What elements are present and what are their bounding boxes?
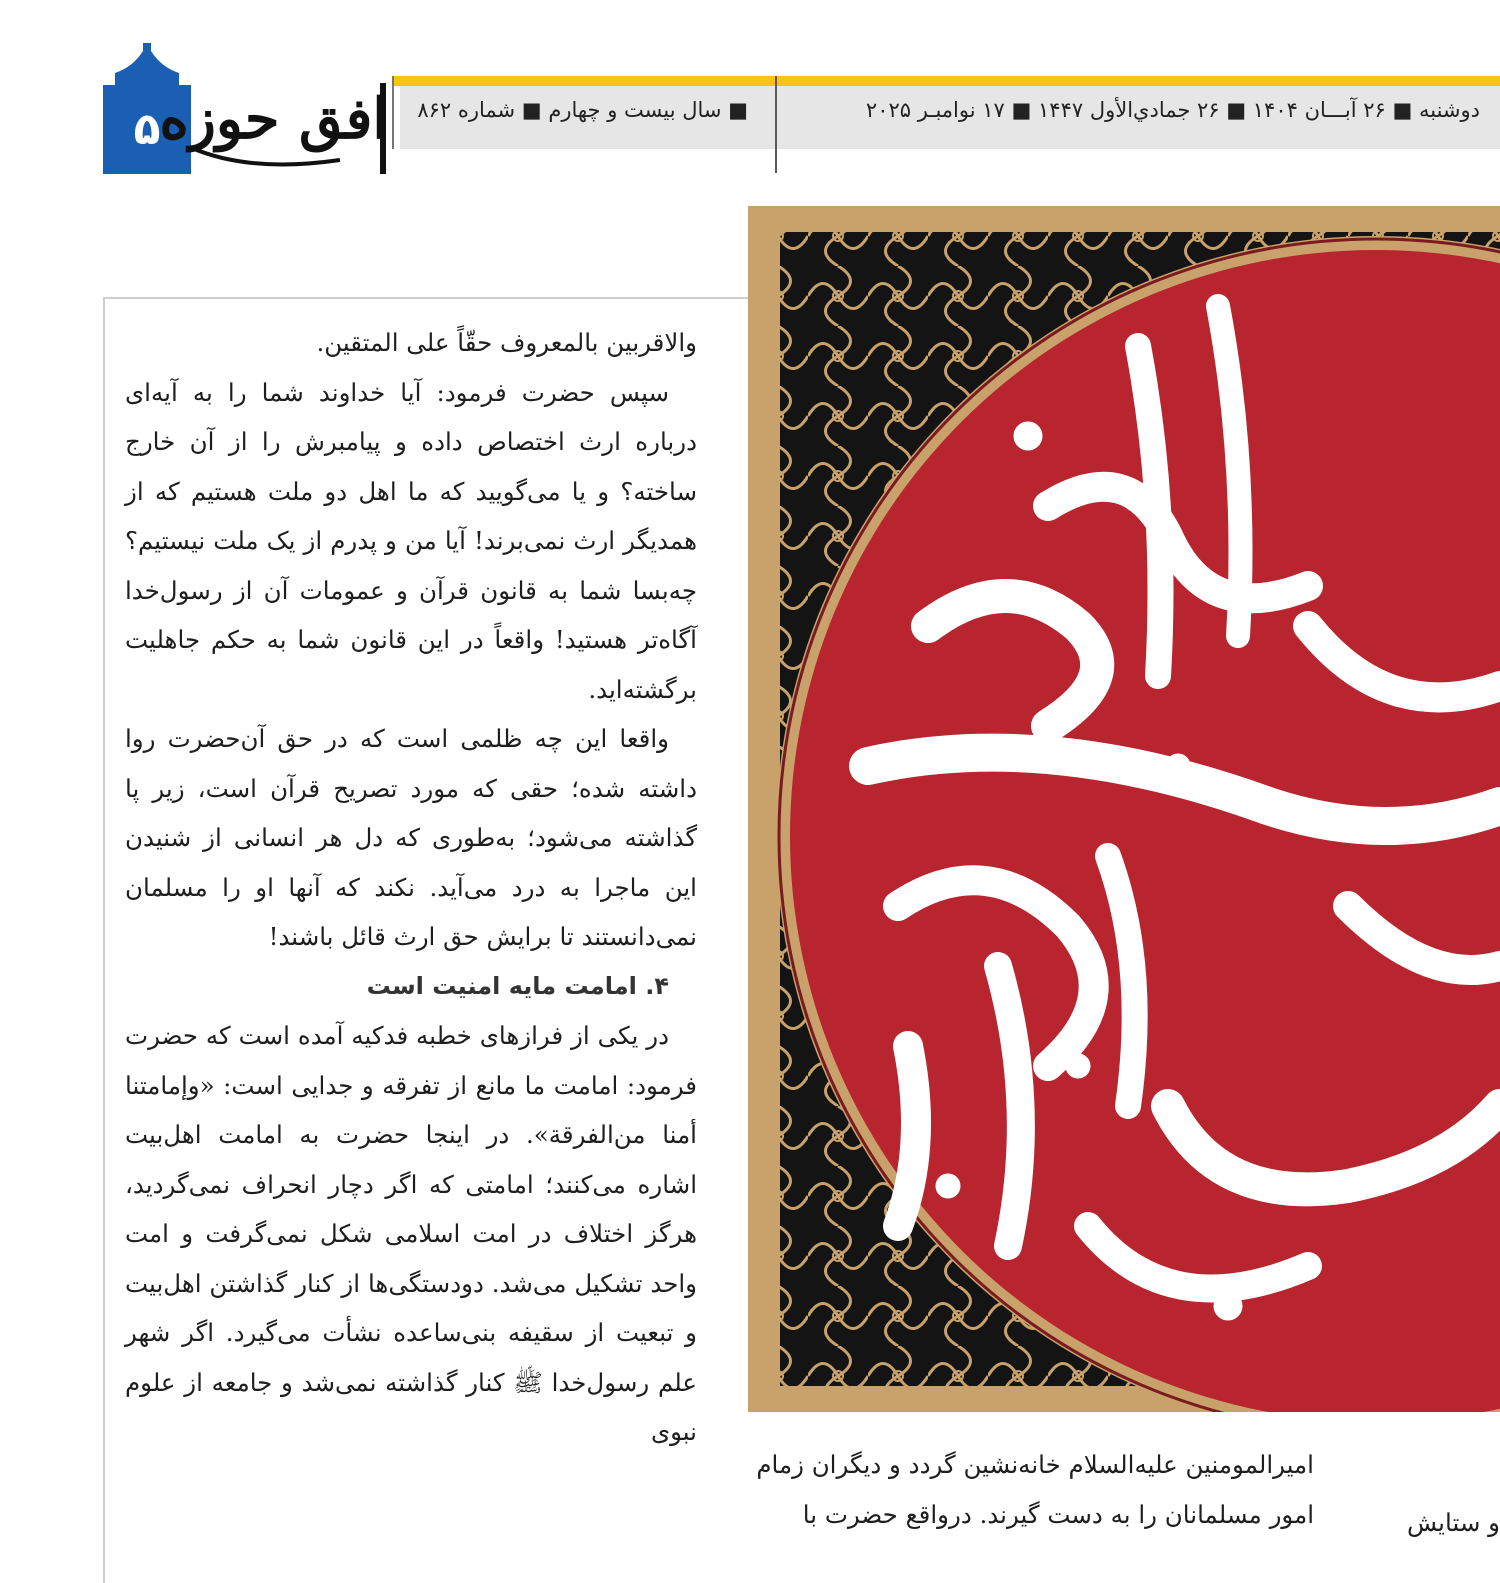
calligraphy-image — [748, 206, 1500, 1412]
article-paragraph: در یکی از فرازهای خطبه فدکیه آمده است که حضرت فرمود: امامت ما مانع از تفرقه و جدایی است: «وإمامتنا أمنا من‌الفرقة». در اینجا حضرت به امامت اهل‌بیت اشاره می‌کنند؛ امامتی که اگر دچار انحراف نمی‌گردید، هرگز اختلاف در امت اسلامی شکل نمی‌گرفت و امت واحد تشکیل می‌شد. دودستگی‌ها از کنار گذاشتن اهل‌بیت و تبعیت از سقیفه بنی‌ساعده نشأت می‌گیرد. اگر شهر علم رسول‌خدا ﷺ کنار گذاشته نمی‌شد و جامعه از علوم نبوی — [125, 1021, 697, 1446]
third-article-fragment: و ستایش — [1406, 1508, 1500, 1537]
article-paragraph: والاقربین بالمعروف حقّاً علی المتقین. — [316, 328, 697, 357]
calligraphy-artwork — [748, 206, 1500, 1412]
info-bar-divider — [775, 76, 777, 173]
article-line: امیرالمومنین علیه‌السلام خانه‌نشین گردد و دیگران زمام — [756, 1450, 1314, 1479]
column-border-left — [103, 297, 105, 1583]
article-column — [125, 318, 697, 1457]
issue-info: ■ سال بیست و چهارم ■ شماره ۸۶۲ — [417, 98, 748, 122]
column-border-top — [103, 297, 748, 299]
info-bar-edge — [392, 76, 394, 149]
article-line: امور مسلمانان را به دست گیرند. درواقع حضرت با — [802, 1499, 1314, 1529]
second-article-column — [742, 1440, 1314, 1539]
date-info: دوشنبه ■ ۲۶ آبـــان ۱۴۰۴ ■ ۲۶ جمادي‌الأول ۱۴۴۷ ■ ۱۷ نوامبـر ۲۰۲۵ — [865, 98, 1480, 122]
masthead-logo — [159, 78, 400, 178]
header-accent-bar — [392, 76, 1500, 86]
article-paragraph: سپس حضرت فرمود: آیا خداوند شما را به آیه‌ای درباره ارث اختصاص داده و پیامبرش را از آن خارج ساخته؟ و یا می‌گویید که ما اهل دو ملت هستیم که از همدیگر ارث نمی‌برند! آیا من و پدرم از یک ملت نیستیم؟ چه‌بسا شما به قانون قرآن و عمومات آن از رسول‌خدا آگاه‌تر هستید! واقعاً در این قانون شما به حکم جاهلیت برگشته‌اید. — [125, 377, 697, 704]
logo-text: افق حوزه — [159, 86, 388, 152]
article-paragraph: واقعا این چه ظلمی است که در حق آن‌حضرت روا داشته شده؛ حقی که مورد تصریح قرآن است، زیر پا گذاشته می‌شود؛ به‌طوری که دل هر انسانی از شنیدن این ماجرا به درد می‌آید. نکند که آنها او را مسلمان نمی‌دانستند تا برایش حق ارث قائل باشند! — [125, 724, 697, 951]
section-heading: ۴. امامت مایه امنیت است — [366, 971, 669, 1000]
page-number: ۵ — [133, 104, 161, 155]
